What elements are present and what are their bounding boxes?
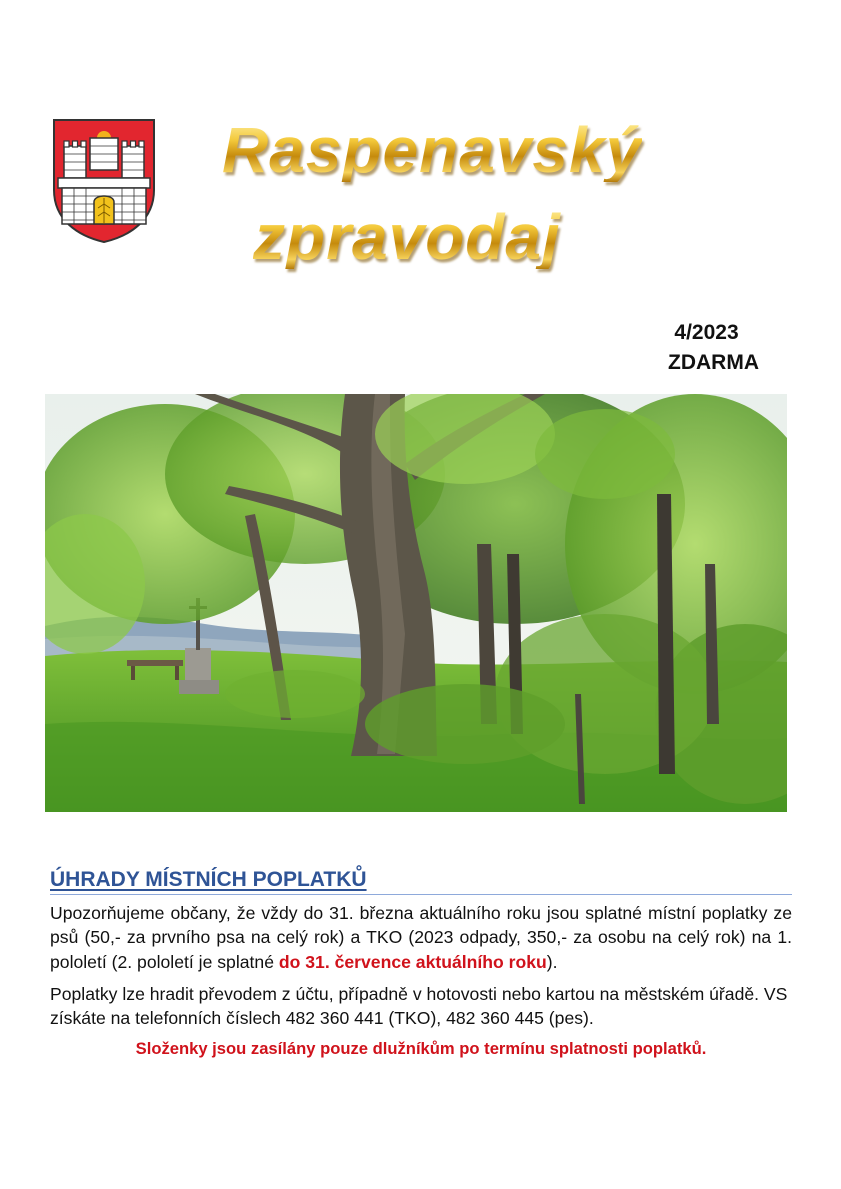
- article-heading: ÚHRADY MÍSTNÍCH POPLATKŮ: [50, 868, 792, 895]
- town-crest-icon: [50, 116, 158, 244]
- price-label: ZDARMA: [668, 351, 759, 375]
- newsletter-title-line-2: zpravodaj: [253, 201, 561, 273]
- article-paragraph-2: Poplatky lze hradit převodem z účtu, případně v hotovosti nebo kartou na městském úřadě. VS získáte na telefonních číslech 482 360 441 (TKO), 482 360 445 (pes).: [50, 983, 788, 1029]
- article-paragraph-1: Upozorňujeme občany, že vždy do 31. března aktuálního roku jsou splatné místní poplatky ze psů (50,- za prvního psa na celý rok) a TKO (2023 odpady, 350,- za osobu na celý rok) na 1. pololetí (2. pololetí je splatné do 31. července aktuálního roku).: [50, 903, 792, 972]
- article-notice: Složenky jsou zasílány pouze dlužníkům po termínu splatnosti poplatků.: [135, 1039, 707, 1059]
- newsletter-title-line-1: Raspenavský: [222, 114, 643, 186]
- payment-deadline-highlight: do 31. července aktuálního roku: [278, 951, 547, 972]
- issue-number: 4/2023: [674, 321, 739, 344]
- issue-info: [668, 318, 759, 379]
- forest-photo: [45, 394, 787, 812]
- fees-article: [50, 868, 792, 1061]
